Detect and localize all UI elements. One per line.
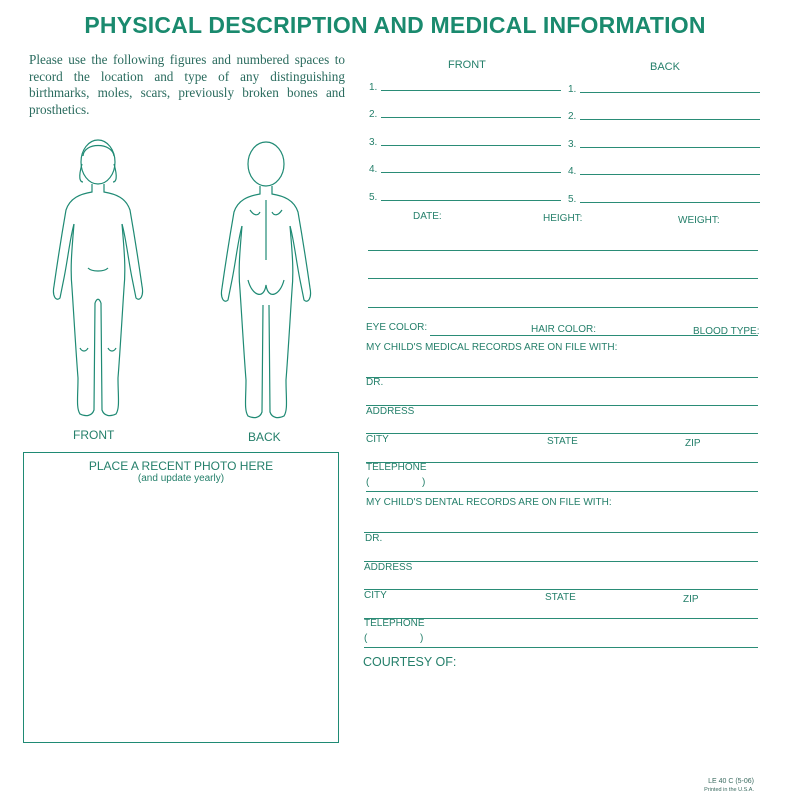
medical-area-code-open: ( bbox=[366, 477, 370, 488]
dental-address-line[interactable] bbox=[364, 589, 758, 590]
dental-address-label: ADDRESS bbox=[364, 562, 413, 573]
dental-dr-label: DR. bbox=[365, 533, 383, 544]
medical-dr-label: DR. bbox=[366, 377, 384, 388]
front-mark-line-1[interactable] bbox=[381, 90, 561, 91]
child-back-figure bbox=[206, 140, 336, 425]
medical-records-header: MY CHILD'S MEDICAL RECORDS ARE ON FILE WITH: bbox=[366, 342, 618, 353]
back-mark-line-3[interactable] bbox=[580, 147, 760, 148]
weight-label: WEIGHT: bbox=[678, 215, 720, 226]
dental-city-label: CITY bbox=[364, 590, 387, 601]
form-code: LE 40 C (5-06) bbox=[708, 778, 754, 785]
medical-address-line[interactable] bbox=[366, 433, 758, 434]
page-title: PHYSICAL DESCRIPTION AND MEDICAL INFORMATION bbox=[84, 12, 706, 38]
blood-type-label: BLOOD TYPE: bbox=[693, 326, 760, 337]
dental-dr-line[interactable] bbox=[364, 561, 758, 562]
dental-telephone-label: TELEPHONE bbox=[364, 618, 425, 629]
date-label: DATE: bbox=[413, 211, 442, 222]
back-mark-number: 3. bbox=[568, 139, 577, 150]
back-mark-number: 4. bbox=[568, 166, 577, 177]
back-mark-line-4[interactable] bbox=[580, 174, 760, 175]
back-mark-number: 2. bbox=[568, 111, 577, 122]
eye-color-label: EYE COLOR: bbox=[366, 322, 428, 333]
front-mark-number: 1. bbox=[369, 82, 378, 93]
dental-records-header: MY CHILD'S DENTAL RECORDS ARE ON FILE WITH: bbox=[366, 497, 612, 508]
child-front-figure bbox=[40, 138, 170, 423]
photo-box[interactable] bbox=[23, 452, 339, 743]
medical-dr-line[interactable] bbox=[366, 405, 758, 406]
front-mark-line-3[interactable] bbox=[381, 145, 561, 146]
hair-color-label: HAIR COLOR: bbox=[531, 324, 597, 335]
dental-provider-line[interactable] bbox=[364, 532, 758, 533]
marks-back-header: BACK bbox=[650, 61, 680, 73]
back-mark-number: 5. bbox=[568, 194, 577, 205]
height-label: HEIGHT: bbox=[543, 213, 583, 224]
front-mark-line-4[interactable] bbox=[381, 172, 561, 173]
front-figure-label: FRONT bbox=[73, 428, 115, 442]
marks-front-header: FRONT bbox=[448, 59, 486, 71]
measurement-row-1[interactable] bbox=[368, 250, 758, 251]
back-figure-label: BACK bbox=[248, 430, 281, 444]
front-mark-number: 5. bbox=[369, 192, 378, 203]
medical-state-label: STATE bbox=[547, 436, 578, 447]
medical-zip-label: ZIP bbox=[685, 438, 701, 449]
front-mark-number: 4. bbox=[369, 164, 378, 175]
back-mark-line-1[interactable] bbox=[580, 92, 760, 93]
medical-telephone-label: TELEPHONE bbox=[366, 462, 427, 473]
dental-telephone-line[interactable] bbox=[364, 647, 758, 648]
dental-zip-label: ZIP bbox=[683, 594, 699, 605]
instructions-text: Please use the following figures and numbered spaces to record the location and type of any distinguishing birthmarks, moles, scars, previously broken bones and prosthetics. bbox=[29, 52, 345, 117]
medical-city-label: CITY bbox=[366, 434, 389, 445]
medical-area-code-close: ) bbox=[422, 477, 426, 488]
courtesy-label: COURTESY OF: bbox=[363, 655, 457, 669]
medical-provider-line[interactable] bbox=[366, 377, 758, 378]
medical-address-label: ADDRESS bbox=[366, 406, 415, 417]
back-mark-number: 1. bbox=[568, 84, 577, 95]
dental-area-code-open: ( bbox=[364, 633, 368, 644]
front-mark-number: 3. bbox=[369, 137, 378, 148]
dental-area-code-close: ) bbox=[420, 633, 424, 644]
front-mark-number: 2. bbox=[369, 109, 378, 120]
back-mark-line-2[interactable] bbox=[580, 119, 760, 120]
front-mark-line-5[interactable] bbox=[381, 200, 561, 201]
photo-instruction: PLACE A RECENT PHOTO HERE bbox=[88, 459, 274, 473]
traits-line[interactable] bbox=[430, 335, 758, 336]
measurement-row-3[interactable] bbox=[368, 307, 758, 308]
photo-update-note: (and update yearly) bbox=[137, 473, 225, 484]
medical-telephone-line[interactable] bbox=[366, 491, 758, 492]
back-mark-line-5[interactable] bbox=[580, 202, 760, 203]
printed-note: Printed in the U.S.A. bbox=[704, 787, 754, 793]
front-mark-line-2[interactable] bbox=[381, 117, 561, 118]
measurement-row-2[interactable] bbox=[368, 278, 758, 279]
dental-state-label: STATE bbox=[545, 592, 576, 603]
